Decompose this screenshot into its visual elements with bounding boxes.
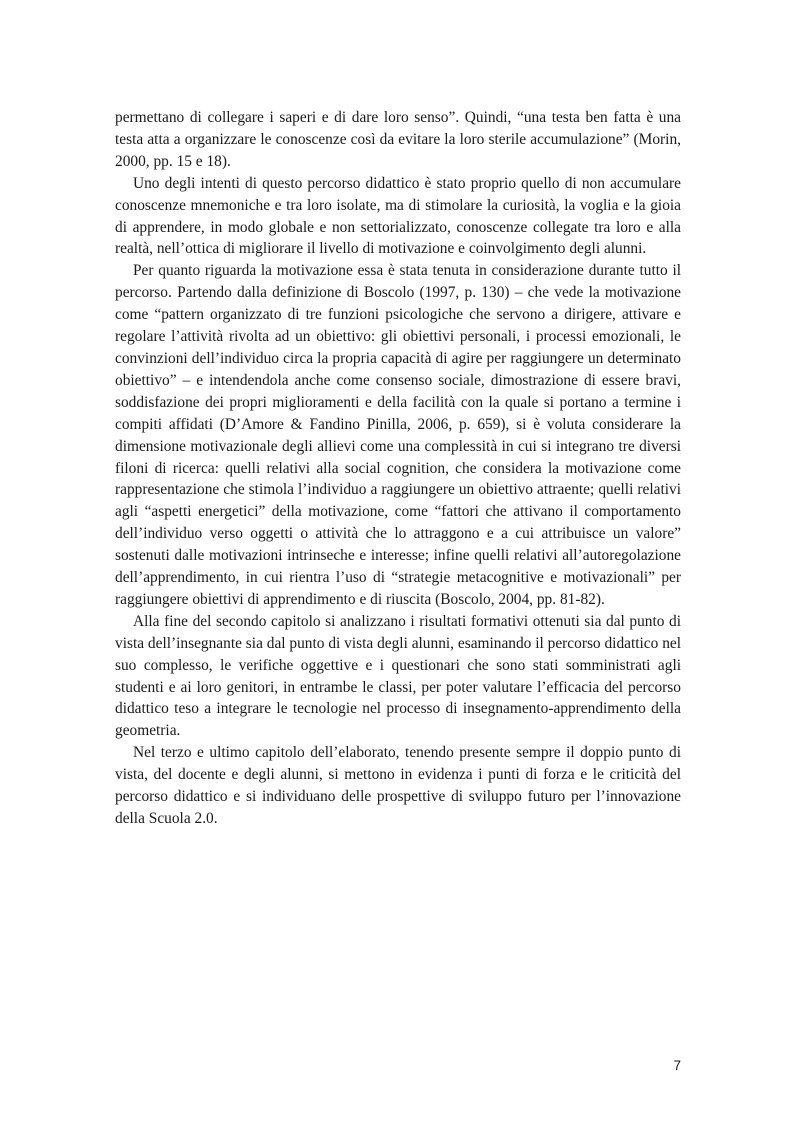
paragraph-third-chapter: Nel terzo e ultimo capitolo dell’elaborato, tenendo presente sempre il doppio punto di vista, del docente e degli alunni, si mettono in evidenza i punti di forza e le criticità del percorso didattico e si individuano delle prospettive di sviluppo futuro per l’innovazione della Scuola 2.0. [115, 744, 681, 827]
body-text [115, 107, 681, 830]
paragraph-motivation: Per quanto riguarda la motivazione essa è stata tenuta in considerazione durante tutto il percorso. Partendo dalla definizione di Boscolo (1997, p. 130) – che vede la motivazione come “pattern organizzato di tre funzioni psicologiche che servono a dirigere, attivare e regolare l’attività rivolta ad un obiettivo: gli obiettivi personali, i processi emozionali, le convinzioni dell’individuo circa la propria capacità di agire per raggiungere un determinato obiettivo” – e intendendola anche come consenso sociale, dimostrazione di essere bravi, soddisfazione dei propri miglioramenti e della facilità con la quale si portano a termine i compiti affidati (D’Amore & Fandino Pinilla, 2006, p. 659), si è voluta considerare la dimensione motivazionale degli allievi come una complessità in cui si integrano tre diversi filoni di ricerca: quelli relativi alla social cognition, che considera la motivazione come rappresentazione che stimola l’individuo a raggiungere un obiettivo attraente; quelli relativi agli “aspetti energetici” della motivazione, come “fattori che attivano il comportamento dell’individuo verso oggetti o attività che lo attraggono e a cui attribuisce un valore” sostenuti dalle motivazioni intrinseche e interesse; infine quelli relativi all’autoregolazione dell’apprendimento, in cui rientra l’uso di “strategie metacognitive e motivazionali” per raggiungere obiettivi di apprendimento e di riuscita (Boscolo, 2004, pp. 81-82). [115, 262, 681, 608]
paragraph-second-chapter: Alla fine del secondo capitolo si analizzano i risultati formativi ottenuti sia dal punto di vista dell’insegnante sia dal punto di vista degli alunni, esaminando il percorso didattico nel suo complesso, le verifiche oggettive e i questionari che sono stati somministrati agli studenti e ai loro genitori, in entrambe le classi, per poter valutare l’efficacia del percorso didattico teso a integrare le tecnologie nel processo di insegnamento-apprendimento della geometria. [115, 612, 681, 740]
paragraph-intents: Uno degli intenti di questo percorso didattico è stato proprio quello di non accumulare conoscenze mnemoniche e tra loro isolate, ma di stimolare la curiosità, la voglia e la gioia di apprendere, in modo globale e non settorializzato, conoscenze collegate tra loro e alla realtà, nell’ottica di migliorare il livello di motivazione e coinvolgimento degli alunni. [115, 174, 681, 258]
page-number: 7 [673, 1058, 681, 1073]
paragraph-continuation: permettano di collegare i saperi e di dare loro senso”. Quindi, “una testa ben fatta è una testa atta a organizzare le conoscenze così da evitare la loro sterile accumulazione” (Morin, 2000, pp. 15 e 18). [115, 109, 681, 170]
